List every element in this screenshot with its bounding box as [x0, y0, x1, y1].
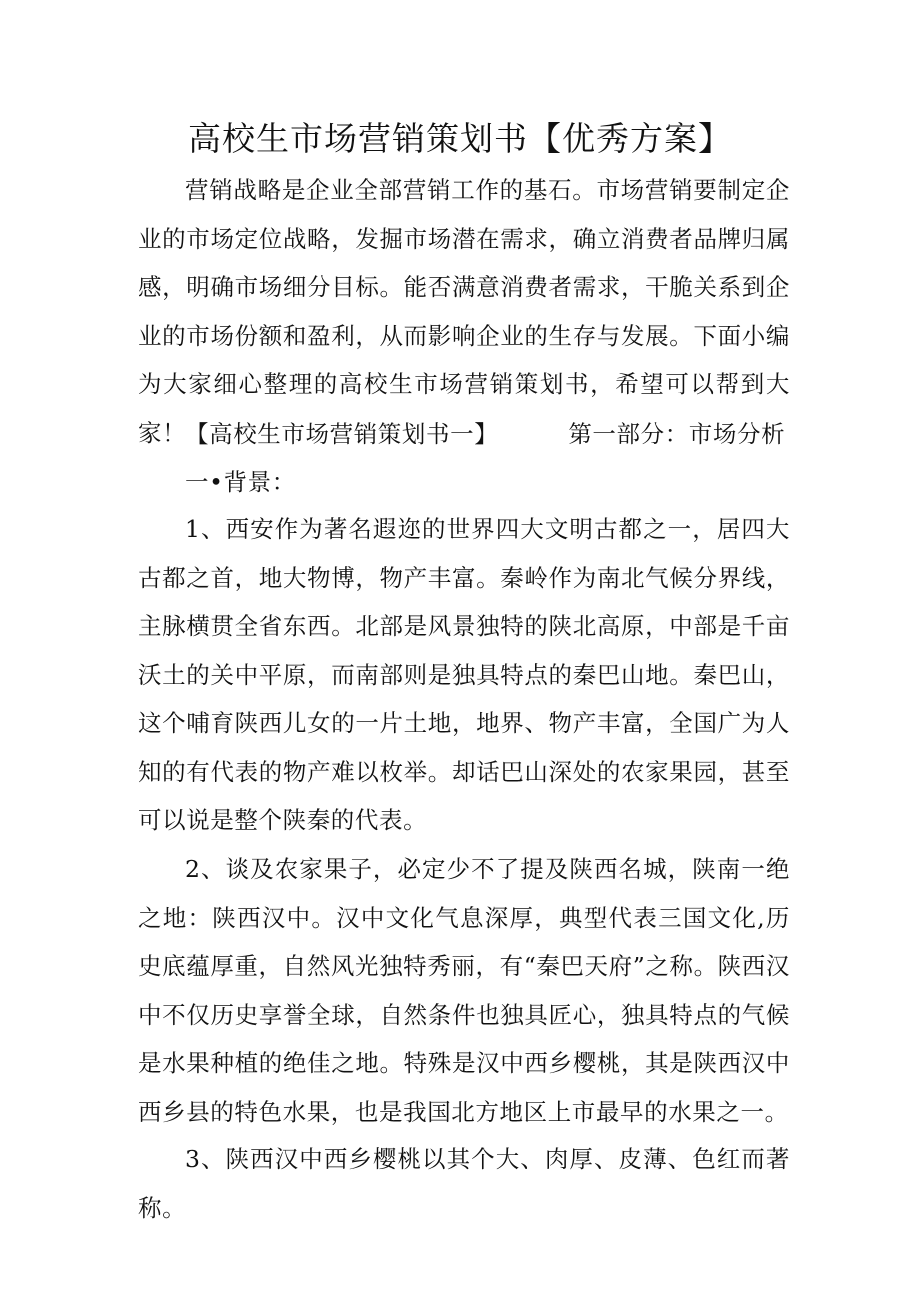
paragraph: 2、谈及农家果子，必定少不了提及陕西名城，陕南一绝之地：陕西汉中。汉中文化气息深厚，典型代表三国文化,历史底蕴厚重，自然风光独特秀丽，有“秦巴天府”之称。陕西汉中不仅历史享誉全球，自然条件也独具匠心，独具特点的气候是水果种植的绝佳之地。特殊是汉中西乡樱桃，其是陕西汉中西乡县的特色水果，也是我国北方地区上市最早的水果之一。 — [138, 855, 790, 1126]
paragraph-block-2 — [138, 845, 790, 1136]
paragraph-block-3 — [138, 1135, 790, 1232]
document-title: 高校生市场营销策划书【优秀方案】 — [188, 119, 732, 158]
part-heading: 第一部分：市场分析 — [568, 420, 786, 448]
paragraph-block-1 — [138, 505, 790, 845]
paragraph: 3、陕西汉中西乡樱桃以其个大、肉厚、皮薄、色红而著称。 — [138, 1145, 790, 1222]
paragraph: 1、西安作为著名遐迩的世界四大文明古都之一，居四大古都之首，地大物博，物产丰富。秦岭作为南北气候分界线，主脉横贯全省东西。北部是风景独特的陕北高原，中部是千亩沃土的关中平原，而南部则是独具特点的秦巴山地。秦巴山，这个哺育陕西儿女的一片土地，地界、物产丰富，全国广为人知的有代表的物产难以枚举。却话巴山深处的农家果园，甚至可以说是整个陕秦的代表。 — [138, 515, 790, 834]
intro-paragraph: 营销战略是企业全部营销工作的基石。市场营销要制定企业的市场定位战略，发掘市场潜在需求，确立消费者品牌归属感，明确市场细分目标。能否满意消费者需求，干脆关系到企业的市场份额和盈利，从而影响企业的生存与发展。下面小编为大家细心整理的高校生市场营销策划书，希望可以帮到大家！ — [138, 176, 790, 447]
section-heading: 【高校生市场营销策划书一】 — [185, 420, 499, 448]
background-subheading: 一•背景： — [185, 468, 296, 496]
section-heading-line — [185, 410, 785, 459]
